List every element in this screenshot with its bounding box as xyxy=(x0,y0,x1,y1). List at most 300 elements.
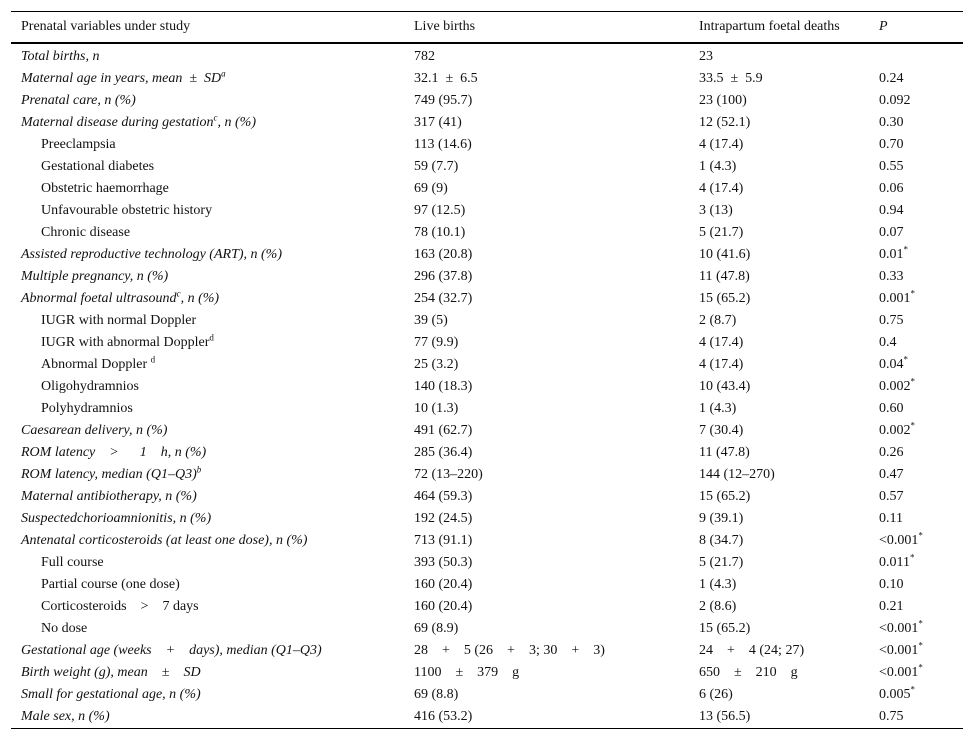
table-row xyxy=(11,200,963,222)
variable-label-cell xyxy=(11,376,404,398)
intrapartum-deaths-value-cell xyxy=(689,68,869,90)
live-births-value-cell xyxy=(404,508,689,530)
live-births-value-cell xyxy=(404,574,689,596)
p-value: 0.011 xyxy=(879,555,910,570)
intrapartum-deaths-value-cell xyxy=(689,112,869,134)
p-value-cell xyxy=(869,376,963,398)
live-births-value-cell xyxy=(404,244,689,266)
table-row xyxy=(11,464,963,486)
intrapartum-deaths-value: 33.5 ± 5.9 xyxy=(699,71,763,86)
p-value-cell xyxy=(869,464,963,486)
variable-label: No dose xyxy=(41,621,88,636)
p-value: 0.60 xyxy=(879,401,904,416)
variable-label-cell xyxy=(11,640,404,662)
live-births-value-cell xyxy=(404,376,689,398)
table-row xyxy=(11,398,963,420)
p-value: 0.75 xyxy=(879,313,904,328)
live-births-value-cell xyxy=(404,332,689,354)
header-p-value: P xyxy=(879,19,888,34)
variable-label: Gestational age (weeks + days), median (Q1–Q3) xyxy=(21,643,322,658)
variable-label: Assisted reproductive technology (ART), n (%) xyxy=(21,247,283,262)
significance-marker: * xyxy=(918,530,923,541)
intrapartum-deaths-value: 3 (13) xyxy=(699,203,733,218)
table-body xyxy=(11,43,963,729)
p-value: 0.002 xyxy=(879,379,911,394)
live-births-value-cell xyxy=(404,134,689,156)
p-value-cell xyxy=(869,552,963,574)
intrapartum-deaths-value-cell xyxy=(689,530,869,552)
variable-label-cell xyxy=(11,332,404,354)
live-births-value-cell xyxy=(404,552,689,574)
p-value-cell xyxy=(869,244,963,266)
intrapartum-deaths-value: 15 (65.2) xyxy=(699,489,751,504)
p-value: 0.005 xyxy=(879,687,911,702)
p-value-cell xyxy=(869,112,963,134)
variable-label: IUGR with normal Doppler xyxy=(41,313,197,328)
live-births-value-cell xyxy=(404,200,689,222)
p-value: 0.55 xyxy=(879,159,904,174)
variable-label-cell xyxy=(11,244,404,266)
intrapartum-deaths-value-cell xyxy=(689,684,869,706)
table-container xyxy=(11,11,963,729)
variable-label-cell xyxy=(11,43,404,68)
footnote-marker: b xyxy=(196,464,202,475)
table-header xyxy=(11,12,963,44)
significance-marker: * xyxy=(903,244,908,255)
footnote-marker: d xyxy=(209,332,214,343)
header-intrapartum-deaths: Intrapartum foetal deaths xyxy=(699,19,840,34)
live-births-value: 69 (8.8) xyxy=(414,687,459,702)
p-value-cell xyxy=(869,442,963,464)
p-value: 0.06 xyxy=(879,181,904,196)
p-value-cell xyxy=(869,332,963,354)
live-births-value-cell xyxy=(404,310,689,332)
significance-marker: * xyxy=(918,662,923,673)
live-births-value-cell xyxy=(404,706,689,729)
p-value-cell xyxy=(869,640,963,662)
variable-label-cell xyxy=(11,486,404,508)
variable-label: Full course xyxy=(41,555,104,570)
table-row xyxy=(11,178,963,200)
live-births-value: 1100 ± 379 g xyxy=(414,665,520,680)
variable-label-suffix: , n (%) xyxy=(217,115,256,130)
p-value-cell xyxy=(869,43,963,68)
intrapartum-deaths-value: 144 (12–270) xyxy=(699,467,775,482)
live-births-value-cell xyxy=(404,222,689,244)
table-row xyxy=(11,574,963,596)
intrapartum-deaths-value: 2 (8.6) xyxy=(699,599,737,614)
table-row xyxy=(11,156,963,178)
variable-label: Birth weight (g), mean ± SD xyxy=(21,665,201,680)
intrapartum-deaths-value: 1 (4.3) xyxy=(699,577,737,592)
variable-label: ROM latency, median (Q1–Q3) xyxy=(21,467,197,482)
variable-label-cell xyxy=(11,552,404,574)
live-births-value-cell xyxy=(404,112,689,134)
table-row xyxy=(11,43,963,68)
live-births-value-cell xyxy=(404,662,689,684)
variable-label: Multiple pregnancy, n (%) xyxy=(21,269,169,284)
p-value: 0.70 xyxy=(879,137,904,152)
table-row xyxy=(11,442,963,464)
significance-marker: * xyxy=(910,684,915,695)
intrapartum-deaths-value: 23 xyxy=(699,49,713,64)
variable-label-cell xyxy=(11,574,404,596)
significance-marker: * xyxy=(903,354,908,365)
intrapartum-deaths-value-cell xyxy=(689,398,869,420)
live-births-value: 59 (7.7) xyxy=(414,159,459,174)
intrapartum-deaths-value-cell xyxy=(689,266,869,288)
variable-label-cell xyxy=(11,442,404,464)
variable-label: Unfavourable obstetric history xyxy=(41,203,213,218)
p-value: 0.57 xyxy=(879,489,904,504)
p-value: 0.002 xyxy=(879,423,911,438)
live-births-value: 72 (13–220) xyxy=(414,467,483,482)
intrapartum-deaths-value-cell xyxy=(689,90,869,112)
intrapartum-deaths-value: 4 (17.4) xyxy=(699,357,744,372)
intrapartum-deaths-value: 9 (39.1) xyxy=(699,511,744,526)
table-row xyxy=(11,222,963,244)
variable-label-cell xyxy=(11,222,404,244)
footnote-marker: a xyxy=(221,68,226,79)
live-births-value: 25 (3.2) xyxy=(414,357,459,372)
p-value-cell xyxy=(869,574,963,596)
intrapartum-deaths-value-cell xyxy=(689,706,869,729)
variable-label-cell xyxy=(11,90,404,112)
live-births-value-cell xyxy=(404,640,689,662)
intrapartum-deaths-value: 7 (30.4) xyxy=(699,423,744,438)
variable-label: Partial course (one dose) xyxy=(41,577,180,592)
variable-label: Obstetric haemorrhage xyxy=(41,181,169,196)
variable-label: Suspectedchorioamnionitis, n (%) xyxy=(21,511,212,526)
p-value: 0.21 xyxy=(879,599,904,614)
variable-label: Maternal antibiotherapy, n (%) xyxy=(21,489,197,504)
variable-label-cell xyxy=(11,68,404,90)
variable-label-cell xyxy=(11,112,404,134)
live-births-value-cell xyxy=(404,90,689,112)
variable-label-cell xyxy=(11,288,404,310)
p-value: <0.001 xyxy=(879,621,919,636)
p-value-cell xyxy=(869,662,963,684)
p-value: <0.001 xyxy=(879,533,919,548)
live-births-value-cell xyxy=(404,596,689,618)
variable-label: Gestational diabetes xyxy=(41,159,155,174)
variable-label: Small for gestational age, n (%) xyxy=(21,687,201,702)
significance-marker: * xyxy=(910,420,915,431)
variable-label: Total births, n xyxy=(21,49,100,64)
intrapartum-deaths-value-cell xyxy=(689,420,869,442)
table-row xyxy=(11,266,963,288)
p-value: <0.001 xyxy=(879,665,919,680)
live-births-value: 78 (10.1) xyxy=(414,225,466,240)
variable-label-cell xyxy=(11,684,404,706)
live-births-value: 285 (36.4) xyxy=(414,445,473,460)
intrapartum-deaths-value: 4 (17.4) xyxy=(699,137,744,152)
p-value-cell xyxy=(869,530,963,552)
live-births-value: 163 (20.8) xyxy=(414,247,473,262)
live-births-value-cell xyxy=(404,43,689,68)
live-births-value-cell xyxy=(404,156,689,178)
intrapartum-deaths-value: 650 ± 210 g xyxy=(699,665,798,680)
intrapartum-deaths-value-cell xyxy=(689,43,869,68)
live-births-value-cell xyxy=(404,420,689,442)
p-value-cell xyxy=(869,288,963,310)
intrapartum-deaths-value: 24 + 4 (24; 27) xyxy=(699,643,805,658)
variable-label: Oligohydramnios xyxy=(41,379,139,394)
table-row xyxy=(11,552,963,574)
intrapartum-deaths-value: 1 (4.3) xyxy=(699,401,737,416)
significance-marker: * xyxy=(918,640,923,651)
header-row xyxy=(11,12,963,44)
table-row xyxy=(11,618,963,640)
variable-label: IUGR with abnormal Doppler xyxy=(41,335,210,350)
variable-label-cell xyxy=(11,662,404,684)
p-value: 0.33 xyxy=(879,269,904,284)
p-value-cell xyxy=(869,134,963,156)
live-births-value: 393 (50.3) xyxy=(414,555,473,570)
variable-label-cell xyxy=(11,706,404,729)
intrapartum-deaths-value: 10 (43.4) xyxy=(699,379,751,394)
intrapartum-deaths-value: 11 (47.8) xyxy=(699,269,750,284)
live-births-value: 28 + 5 (26 + 3; 30 + 3) xyxy=(414,643,605,658)
intrapartum-deaths-value-cell xyxy=(689,244,869,266)
table-row xyxy=(11,640,963,662)
live-births-value-cell xyxy=(404,442,689,464)
intrapartum-deaths-value-cell xyxy=(689,442,869,464)
variable-label-cell xyxy=(11,178,404,200)
p-value: 0.092 xyxy=(879,93,911,108)
p-value-cell xyxy=(869,266,963,288)
live-births-value: 464 (59.3) xyxy=(414,489,473,504)
p-value: 0.001 xyxy=(879,291,911,306)
variable-label-cell xyxy=(11,156,404,178)
footnote-marker: c xyxy=(213,112,218,123)
table-row xyxy=(11,684,963,706)
table-row xyxy=(11,508,963,530)
intrapartum-deaths-value-cell xyxy=(689,310,869,332)
table-row xyxy=(11,530,963,552)
intrapartum-deaths-value: 15 (65.2) xyxy=(699,621,751,636)
significance-marker: * xyxy=(909,552,915,563)
variable-label-cell xyxy=(11,618,404,640)
p-value-cell xyxy=(869,420,963,442)
live-births-value: 69 (9) xyxy=(414,181,448,196)
intrapartum-deaths-value-cell xyxy=(689,222,869,244)
p-value: 0.26 xyxy=(879,445,904,460)
significance-marker: * xyxy=(910,288,915,299)
live-births-value-cell xyxy=(404,266,689,288)
p-value: 0.47 xyxy=(879,467,904,482)
p-value-cell xyxy=(869,68,963,90)
live-births-value-cell xyxy=(404,530,689,552)
live-births-value: 160 (20.4) xyxy=(414,577,473,592)
live-births-value-cell xyxy=(404,486,689,508)
variable-label: Male sex, n (%) xyxy=(21,709,110,724)
live-births-value: 113 (14.6) xyxy=(414,137,472,152)
variable-label-cell xyxy=(11,508,404,530)
p-value: 0.75 xyxy=(879,709,904,724)
variable-label-cell xyxy=(11,420,404,442)
intrapartum-deaths-value-cell xyxy=(689,134,869,156)
live-births-value: 317 (41) xyxy=(414,115,462,130)
intrapartum-deaths-value: 13 (56.5) xyxy=(699,709,751,724)
intrapartum-deaths-value-cell xyxy=(689,640,869,662)
variable-label: Abnormal foetal ultrasound xyxy=(21,291,177,306)
header-variables: Prenatal variables under study xyxy=(21,19,191,34)
variable-label: ROM latency > 1 h, n (%) xyxy=(21,445,207,460)
live-births-value: 10 (1.3) xyxy=(414,401,459,416)
intrapartum-deaths-value: 6 (26) xyxy=(699,687,733,702)
p-value-cell xyxy=(869,486,963,508)
intrapartum-deaths-value-cell xyxy=(689,508,869,530)
live-births-value: 713 (91.1) xyxy=(414,533,473,548)
intrapartum-deaths-value: 8 (34.7) xyxy=(699,533,744,548)
live-births-value: 77 (9.9) xyxy=(414,335,459,350)
intrapartum-deaths-value-cell xyxy=(689,178,869,200)
table-row xyxy=(11,596,963,618)
intrapartum-deaths-value-cell xyxy=(689,662,869,684)
variable-label: Caesarean delivery, n (%) xyxy=(21,423,168,438)
intrapartum-deaths-value: 11 (47.8) xyxy=(699,445,750,460)
p-value: 0.30 xyxy=(879,115,904,130)
intrapartum-deaths-value: 4 (17.4) xyxy=(699,181,744,196)
variable-label-cell xyxy=(11,530,404,552)
p-value-cell xyxy=(869,618,963,640)
live-births-value: 296 (37.8) xyxy=(414,269,473,284)
p-value: 0.11 xyxy=(879,511,903,526)
table-row xyxy=(11,288,963,310)
intrapartum-deaths-value: 12 (52.1) xyxy=(699,115,751,130)
intrapartum-deaths-value-cell xyxy=(689,552,869,574)
variable-label-cell xyxy=(11,596,404,618)
p-value-cell xyxy=(869,156,963,178)
table-row xyxy=(11,354,963,376)
variable-label-cell xyxy=(11,464,404,486)
live-births-value-cell xyxy=(404,354,689,376)
live-births-value-cell xyxy=(404,398,689,420)
variable-label-cell xyxy=(11,134,404,156)
table-row xyxy=(11,112,963,134)
variable-label-cell xyxy=(11,200,404,222)
table-row xyxy=(11,310,963,332)
variable-label: Preeclampsia xyxy=(41,137,116,152)
intrapartum-deaths-value-cell xyxy=(689,486,869,508)
variable-label: Corticosteroids > 7 days xyxy=(41,599,199,614)
table-row xyxy=(11,706,963,729)
live-births-value: 32.1 ± 6.5 xyxy=(414,71,478,86)
p-value-cell xyxy=(869,684,963,706)
intrapartum-deaths-value: 2 (8.7) xyxy=(699,313,737,328)
live-births-value: 39 (5) xyxy=(414,313,448,328)
intrapartum-deaths-value-cell xyxy=(689,464,869,486)
live-births-value-cell xyxy=(404,618,689,640)
variable-label-cell xyxy=(11,266,404,288)
p-value: 0.24 xyxy=(879,71,904,86)
table-row xyxy=(11,662,963,684)
table-row xyxy=(11,68,963,90)
live-births-value: 491 (62.7) xyxy=(414,423,473,438)
footnote-marker: d xyxy=(150,354,156,365)
live-births-value: 97 (12.5) xyxy=(414,203,466,218)
table-row xyxy=(11,244,963,266)
p-value-cell xyxy=(869,596,963,618)
p-value-cell xyxy=(869,200,963,222)
intrapartum-deaths-value-cell xyxy=(689,332,869,354)
p-value-cell xyxy=(869,178,963,200)
live-births-value: 192 (24.5) xyxy=(414,511,473,526)
p-value-cell xyxy=(869,90,963,112)
p-value-cell xyxy=(869,398,963,420)
p-value: 0.10 xyxy=(879,577,904,592)
live-births-value: 254 (32.7) xyxy=(414,291,473,306)
p-value: 0.4 xyxy=(879,335,897,350)
intrapartum-deaths-value-cell xyxy=(689,618,869,640)
table-row xyxy=(11,332,963,354)
p-value-cell xyxy=(869,508,963,530)
footnote-marker: c xyxy=(176,288,181,299)
live-births-value: 69 (8.9) xyxy=(414,621,459,636)
variable-label: Chronic disease xyxy=(41,225,131,240)
variable-label: Maternal age in years, mean ± SD xyxy=(21,71,222,86)
intrapartum-deaths-value-cell xyxy=(689,354,869,376)
table-row xyxy=(11,420,963,442)
p-value: <0.001 xyxy=(879,643,919,658)
variable-label: Antenatal corticosteroids (at least one dose), n (%) xyxy=(21,533,308,548)
intrapartum-deaths-value: 10 (41.6) xyxy=(699,247,751,262)
live-births-value-cell xyxy=(404,68,689,90)
live-births-value-cell xyxy=(404,464,689,486)
variable-label-suffix: , n (%) xyxy=(180,291,220,306)
live-births-value: 416 (53.2) xyxy=(414,709,473,724)
p-value: 0.07 xyxy=(879,225,904,240)
table-row xyxy=(11,376,963,398)
variable-label: Polyhydramnios xyxy=(41,401,133,416)
intrapartum-deaths-value: 15 (65.2) xyxy=(699,291,751,306)
intrapartum-deaths-value-cell xyxy=(689,574,869,596)
variable-label-cell xyxy=(11,310,404,332)
live-births-value: 160 (20.4) xyxy=(414,599,473,614)
live-births-value: 749 (95.7) xyxy=(414,93,473,108)
intrapartum-deaths-value: 1 (4.3) xyxy=(699,159,737,174)
intrapartum-deaths-value-cell xyxy=(689,200,869,222)
live-births-value-cell xyxy=(404,178,689,200)
p-value: 0.94 xyxy=(879,203,904,218)
p-value-cell xyxy=(869,706,963,729)
p-value-cell xyxy=(869,354,963,376)
intrapartum-deaths-value-cell xyxy=(689,288,869,310)
p-value: 0.04 xyxy=(879,357,904,372)
table-row xyxy=(11,90,963,112)
variable-label: Maternal disease during gestation xyxy=(21,115,214,130)
intrapartum-deaths-value-cell xyxy=(689,156,869,178)
variable-label-cell xyxy=(11,398,404,420)
p-value: 0.01 xyxy=(879,247,904,262)
variable-label-cell xyxy=(11,354,404,376)
intrapartum-deaths-value: 23 (100) xyxy=(699,93,747,108)
live-births-value-cell xyxy=(404,684,689,706)
intrapartum-deaths-value-cell xyxy=(689,376,869,398)
live-births-value: 782 xyxy=(414,49,435,64)
significance-marker: * xyxy=(918,618,923,629)
intrapartum-deaths-value: 4 (17.4) xyxy=(699,335,744,350)
variable-label: Abnormal Doppler xyxy=(41,357,151,372)
table-row xyxy=(11,486,963,508)
header-live-births: Live births xyxy=(414,19,476,34)
intrapartum-deaths-value: 5 (21.7) xyxy=(699,555,744,570)
live-births-value-cell xyxy=(404,288,689,310)
p-value-cell xyxy=(869,310,963,332)
prenatal-variables-table xyxy=(11,11,963,729)
variable-label: Prenatal care, n (%) xyxy=(21,93,136,108)
